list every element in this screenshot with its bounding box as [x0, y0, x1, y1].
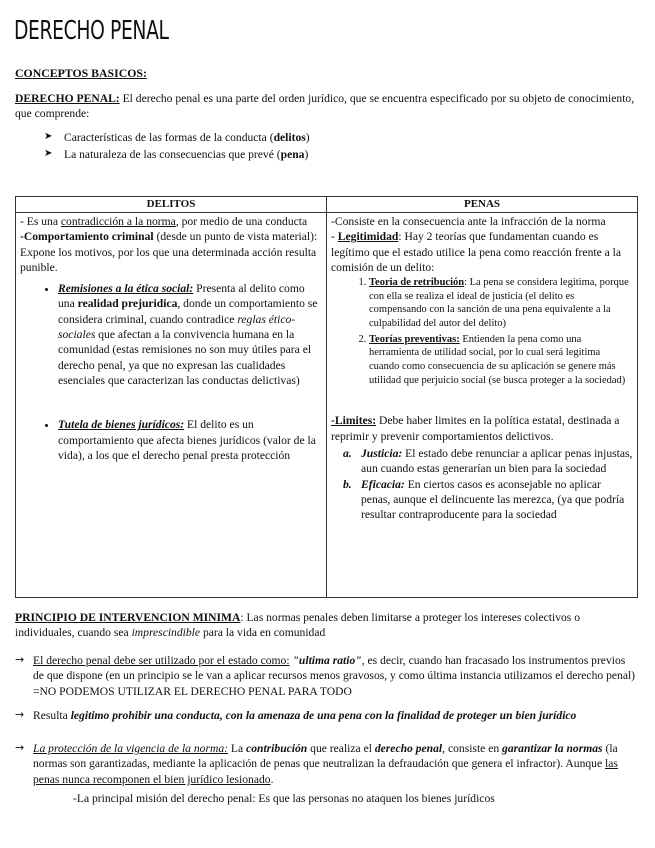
- teorias-list: [331, 276, 633, 387]
- list-item: 2. Teorías preventivas: Entienden la pena como una herramienta de utilidad social, por lo cual será legitima cuando como consecuencia de su aplicación se genere más utilidad que perjuicio social (se busca proteger a la sociedad): [369, 333, 633, 388]
- list-item: ➤ La naturaleza de las consecuencias que prevé (pena): [44, 147, 310, 164]
- arrow-icon: →: [15, 741, 25, 754]
- arrow-icon: →: [15, 653, 25, 666]
- penas-limites: -Limites: Debe haber limites en la política estatal, destinada a reprimir y prevenir comportamientos delictivos.: [331, 414, 620, 443]
- list-item: b. Eficacia: En ciertos casos es aconsejable no aplicar penas, aunque el delincuente las merezca, (ya que podría resultar contraproducente para la sociedad: [343, 477, 625, 522]
- arrow-icon: →: [15, 708, 25, 721]
- limites-list: [331, 446, 633, 522]
- principio-paragraph: PRINCIPIO DE INTERVENCION MINIMA: Las normas penales deben limitarse a proteger los intereses colectivos o individuales, cuando sea imprescindible para la vida en comunidad: [15, 611, 581, 640]
- delitos-p2: -Comportamiento criminal (desde un punto de vista material): Expone los motivos, por los que una determinada acción resulta punible.: [20, 230, 318, 274]
- intro-label: DERECHO PENAL:: [15, 92, 120, 105]
- penas-header: PENAS: [327, 197, 637, 213]
- intro-paragraph: [15, 91, 635, 122]
- delitos-p1: - Es una contradicción a la norma, por medio de una conducta: [20, 215, 308, 228]
- penas-p1: -Consiste en la consecuencia ante la infracción de la norma: [331, 215, 606, 228]
- comprende-list: [44, 130, 310, 164]
- penas-p2: - Legitimidad: Hay 2 teorías que fundamentan cuando es legítimo que el estado utilice la pena como reacción frente a la comisión de un delito:: [331, 230, 622, 274]
- list-item: • Tutela de bienes jurídicos: El delito es un comportamiento que afecta bienes jurídicos (valor de la vida), a los que el derecho penal presta protección: [58, 417, 322, 463]
- list-item: 1. Teoria de retribución: La pena se considera legitima, porque con ella se realiza el ideal de justicia (el delito es compensando con la sanción de una pena equivalente a la culpabilidad del autor del delito): [369, 276, 633, 331]
- list-item: ➤ Características de las formas de la conducta (delitos): [44, 130, 310, 147]
- delitos-header: DELITOS: [16, 197, 326, 213]
- point-ultima-ratio: → El derecho penal debe ser utilizado por el estado como: "ultima ratio", es decir, cuando han fracasado los instrumentos previos de que dispone (en un principio se le van a aplicar recursos menos gravosos, y como última instancia utilizamos el derecho penal) =NO PODEMOS UTILIZAR EL DERECHO PENAL PARA TODO: [15, 653, 636, 698]
- point-vigencia-norma: → La protección de la vigencia de la norma: La contribución que realiza el derecho penal, consiste en garantizar la normas (la normas son garantizadas, mediante la aplicación de penas que neutralizan la defraudación que genera el infractor). Aunque las penas nunca recomponen el bien jurídico lesionado.: [15, 741, 618, 786]
- delitos-penas-table: [15, 196, 638, 598]
- delitos-column: [16, 197, 327, 597]
- page-title: DERECHO PENAL: [14, 16, 169, 46]
- point-legitimo: → Resulta legitimo prohibir una conducta, con la amenaza de una pena con la finalidad de proteger un bien jurídico: [15, 708, 577, 722]
- section-heading: CONCEPTOS BASICOS:: [15, 66, 147, 80]
- penas-column: [327, 197, 637, 597]
- list-item: • Remisiones a la ética social: Presenta al delito como una realidad prejuridica, donde un comportamiento se considera criminal, cuando contradice reglas ético-sociales que afectan a la convivencia humana en la comunidad (estas remisiones no son muy útiles para el derecho penal, ya que no expresan las cualidades esenciales que caracterizan las conductas delictivas): [58, 281, 322, 388]
- delitos-bullets: [20, 281, 322, 463]
- mision-text: -La principal misión del derecho penal: Es que las personas no ataquen los bienes jurídicos: [73, 792, 495, 805]
- list-item: a. Justicia: El estado debe renunciar a aplicar penas injustas, aun cuando estas generarían un bien para la sociedad: [343, 446, 633, 476]
- intro-text: El derecho penal es una parte del orden jurídico, que se encuentra especificado por su objeto de conocimiento, que comprende:: [15, 92, 635, 121]
